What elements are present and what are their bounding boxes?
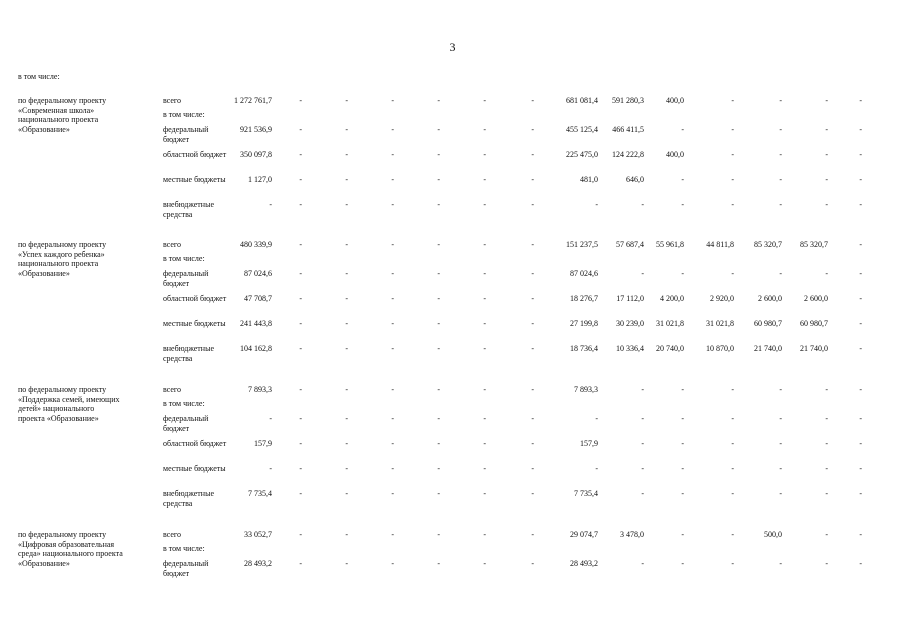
table-cell: - — [391, 125, 394, 134]
table-cell: 44 811,8 — [706, 240, 734, 249]
table-cell: - — [391, 240, 394, 249]
table-cell: - — [595, 414, 598, 423]
table-cell: - — [641, 385, 644, 394]
table-cell: 157,9 — [580, 439, 598, 448]
table-cell: - — [437, 150, 440, 159]
table-cell: - — [345, 530, 348, 539]
table-cell: - — [681, 530, 684, 539]
table-cell: 28 493,2 — [244, 559, 272, 568]
table-cell: 591 280,3 — [612, 96, 644, 105]
table-cell: - — [859, 559, 862, 568]
table-cell: - — [483, 96, 486, 105]
table-cell: 3 478,0 — [620, 530, 644, 539]
row-label: федеральный бюджет — [163, 414, 209, 433]
table-cell: - — [391, 489, 394, 498]
table-cell: 10 336,4 — [616, 344, 644, 353]
table-cell: - — [779, 559, 782, 568]
table-cell: - — [681, 414, 684, 423]
table-cell: - — [779, 385, 782, 394]
table-cell: - — [391, 414, 394, 423]
table-cell: - — [731, 559, 734, 568]
table-cell: - — [483, 240, 486, 249]
table-cell: - — [437, 439, 440, 448]
table-cell: - — [825, 414, 828, 423]
table-cell: - — [859, 125, 862, 134]
table-cell: - — [391, 200, 394, 209]
table-cell: - — [299, 294, 302, 303]
table-cell: 31 021,8 — [656, 319, 684, 328]
table-cell: 7 893,3 — [248, 385, 272, 394]
table-cell: - — [825, 125, 828, 134]
table-cell: - — [825, 530, 828, 539]
table-cell: - — [483, 439, 486, 448]
row-label: в том числе: — [163, 110, 205, 119]
table-cell: - — [299, 464, 302, 473]
table-cell: - — [641, 559, 644, 568]
table-cell: - — [531, 294, 534, 303]
table-cell: 921 536,9 — [240, 125, 272, 134]
table-cell: 151 237,5 — [566, 240, 598, 249]
table-cell: - — [779, 175, 782, 184]
table-cell: - — [269, 200, 272, 209]
table-cell: - — [299, 489, 302, 498]
table-cell: - — [531, 96, 534, 105]
table-cell: 17 112,0 — [616, 294, 644, 303]
table-cell: - — [483, 175, 486, 184]
table-row — [0, 489, 905, 511]
table-cell: 21 740,0 — [800, 344, 828, 353]
table-cell: - — [531, 530, 534, 539]
table-cell: - — [437, 269, 440, 278]
table-cell: - — [345, 240, 348, 249]
table-cell: - — [859, 240, 862, 249]
row-label: федеральный бюджет — [163, 125, 209, 144]
table-cell: 47 708,7 — [244, 294, 272, 303]
table-cell: - — [391, 96, 394, 105]
table-cell: - — [437, 294, 440, 303]
table-cell: - — [731, 96, 734, 105]
table-cell: - — [681, 200, 684, 209]
table-cell: - — [681, 269, 684, 278]
table-cell: - — [531, 319, 534, 328]
table-cell: - — [269, 414, 272, 423]
table-cell: - — [731, 439, 734, 448]
table-cell: - — [859, 294, 862, 303]
table-cell: - — [681, 175, 684, 184]
table-cell: 30 239,0 — [616, 319, 644, 328]
table-cell: - — [391, 294, 394, 303]
table-cell: - — [825, 269, 828, 278]
table-cell: 481,0 — [580, 175, 598, 184]
table-row — [0, 464, 905, 486]
table-cell: 60 980,7 — [800, 319, 828, 328]
table-cell: 157,9 — [254, 439, 272, 448]
table-cell: - — [731, 530, 734, 539]
table-cell: - — [731, 489, 734, 498]
table-cell: - — [437, 414, 440, 423]
table-cell: - — [391, 150, 394, 159]
page-number: 3 — [449, 40, 456, 54]
row-label: внебюджетные средства — [163, 489, 214, 508]
table-cell: 21 740,0 — [754, 344, 782, 353]
table-cell: - — [483, 414, 486, 423]
table-cell: - — [859, 439, 862, 448]
table-cell: 241 443,8 — [240, 319, 272, 328]
table-cell: 7 735,4 — [574, 489, 598, 498]
table-cell: - — [345, 439, 348, 448]
table-cell: 87 024,6 — [570, 269, 598, 278]
table-cell: - — [681, 439, 684, 448]
row-label: местные бюджеты — [163, 175, 226, 184]
table-cell: - — [299, 439, 302, 448]
table-cell: - — [483, 464, 486, 473]
table-cell: 55 961,8 — [656, 240, 684, 249]
project-name: по федеральному проекту «Успех каждого ребенка» национального проекта «Образование» — [18, 240, 107, 278]
table-cell: - — [299, 150, 302, 159]
project-name: по федеральному проекту «Цифровая образовательная среда» национального проекта «Образование» — [18, 530, 123, 568]
table-cell: - — [483, 559, 486, 568]
table-cell: - — [825, 439, 828, 448]
table-cell: - — [391, 559, 394, 568]
table-cell: - — [825, 96, 828, 105]
table-cell: - — [825, 150, 828, 159]
table-cell: - — [731, 150, 734, 159]
table-cell: - — [483, 150, 486, 159]
table-cell: 10 870,0 — [706, 344, 734, 353]
table-cell: - — [595, 200, 598, 209]
row-label: областной бюджет — [163, 439, 227, 448]
table-cell: 18 276,7 — [570, 294, 598, 303]
table-cell: 480 339,9 — [240, 240, 272, 249]
table-row — [0, 344, 905, 366]
row-label: областной бюджет — [163, 294, 227, 303]
table-cell: - — [779, 96, 782, 105]
table-cell: 18 736,4 — [570, 344, 598, 353]
table-cell: - — [859, 530, 862, 539]
row-label: местные бюджеты — [163, 464, 226, 473]
table-cell: - — [731, 385, 734, 394]
table-cell: - — [437, 125, 440, 134]
table-cell: - — [345, 125, 348, 134]
table-cell: 87 024,6 — [244, 269, 272, 278]
table-cell: 646,0 — [626, 175, 644, 184]
table-cell: - — [483, 319, 486, 328]
table-cell: - — [779, 489, 782, 498]
table-cell: - — [531, 269, 534, 278]
table-cell: - — [483, 200, 486, 209]
table-cell: - — [859, 319, 862, 328]
table-cell: - — [345, 344, 348, 353]
table-cell: 1 127,0 — [248, 175, 272, 184]
table-cell: - — [641, 464, 644, 473]
table-cell: - — [483, 294, 486, 303]
table-cell: 124 222,8 — [612, 150, 644, 159]
table-row — [0, 200, 905, 222]
table-cell: - — [437, 464, 440, 473]
row-label: в том числе: — [163, 254, 205, 263]
table-cell: 225 475,0 — [566, 150, 598, 159]
table-cell: - — [779, 150, 782, 159]
table-cell: - — [437, 530, 440, 539]
table-cell: - — [483, 385, 486, 394]
table-cell: - — [731, 269, 734, 278]
table-cell: - — [345, 489, 348, 498]
table-cell: 500,0 — [764, 530, 782, 539]
table-cell: 20 740,0 — [656, 344, 684, 353]
table-cell: 104 162,8 — [240, 344, 272, 353]
table-cell: - — [391, 464, 394, 473]
table-cell: - — [299, 385, 302, 394]
table-cell: - — [595, 464, 598, 473]
table-cell: - — [345, 559, 348, 568]
table-cell: - — [641, 439, 644, 448]
table-cell: - — [483, 125, 486, 134]
table-cell: - — [483, 269, 486, 278]
table-cell: - — [345, 175, 348, 184]
table-cell: - — [859, 385, 862, 394]
table-cell: - — [531, 344, 534, 353]
row-label: всего — [163, 96, 182, 105]
table-cell: - — [437, 489, 440, 498]
table-cell: - — [681, 489, 684, 498]
table-cell: - — [531, 439, 534, 448]
table-cell: - — [825, 175, 828, 184]
table-cell: - — [391, 175, 394, 184]
table-cell: - — [681, 464, 684, 473]
table-cell: 7 893,3 — [574, 385, 598, 394]
row-label: областной бюджет — [163, 150, 227, 159]
table-cell: - — [859, 464, 862, 473]
table-cell: 400,0 — [666, 150, 684, 159]
table-cell: - — [391, 385, 394, 394]
table-cell: 4 200,0 — [660, 294, 684, 303]
table-cell: - — [299, 269, 302, 278]
table-row — [0, 175, 905, 197]
table-cell: - — [299, 125, 302, 134]
table-cell: - — [391, 344, 394, 353]
table-cell: - — [345, 414, 348, 423]
table-cell: - — [825, 200, 828, 209]
table-cell: - — [391, 530, 394, 539]
table-cell: - — [437, 319, 440, 328]
table-cell: - — [859, 200, 862, 209]
table-cell: - — [859, 344, 862, 353]
table-row — [0, 559, 905, 581]
row-label: всего — [163, 385, 182, 394]
table-cell: - — [483, 489, 486, 498]
table-cell: 681 081,4 — [566, 96, 598, 105]
table-cell: - — [437, 240, 440, 249]
row-label: федеральный бюджет — [163, 559, 209, 578]
table-cell: 350 097,8 — [240, 150, 272, 159]
table-cell: - — [483, 530, 486, 539]
table-row — [0, 150, 905, 172]
table-cell: - — [391, 439, 394, 448]
table-cell: - — [779, 414, 782, 423]
table-cell: - — [345, 319, 348, 328]
table-cell: - — [437, 344, 440, 353]
table-cell: 2 600,0 — [758, 294, 782, 303]
row-label: местные бюджеты — [163, 319, 226, 328]
row-label: всего — [163, 240, 182, 249]
table-cell: - — [859, 269, 862, 278]
table-cell: - — [731, 464, 734, 473]
table-cell: - — [641, 200, 644, 209]
row-label: внебюджетные средства — [163, 344, 214, 363]
table-cell: - — [731, 414, 734, 423]
table-cell: - — [345, 269, 348, 278]
table-cell: - — [731, 200, 734, 209]
table-cell: - — [299, 175, 302, 184]
table-cell: - — [779, 464, 782, 473]
table-cell: - — [299, 559, 302, 568]
table-cell: - — [345, 200, 348, 209]
table-cell: - — [437, 559, 440, 568]
table-cell: - — [391, 269, 394, 278]
intro-text: в том числе: — [18, 72, 60, 81]
table-cell: - — [641, 414, 644, 423]
table-cell: - — [681, 559, 684, 568]
table-cell: - — [859, 414, 862, 423]
table-cell: - — [825, 559, 828, 568]
project-name: по федеральному проекту «Поддержка семей, имеющих детей» национального проекта «Образование» — [18, 385, 120, 423]
table-cell: - — [345, 150, 348, 159]
table-row — [0, 439, 905, 461]
table-cell: 33 052,7 — [244, 530, 272, 539]
row-label: в том числе: — [163, 399, 205, 408]
table-cell: - — [531, 150, 534, 159]
table-cell: - — [531, 559, 534, 568]
table-cell: 60 980,7 — [754, 319, 782, 328]
table-cell: - — [859, 150, 862, 159]
table-cell: 85 320,7 — [754, 240, 782, 249]
table-cell: - — [531, 385, 534, 394]
table-cell: 57 687,4 — [616, 240, 644, 249]
table-cell: 28 493,2 — [570, 559, 598, 568]
table-cell: - — [531, 489, 534, 498]
table-cell: - — [779, 200, 782, 209]
table-cell: - — [681, 125, 684, 134]
table-cell: 85 320,7 — [800, 240, 828, 249]
table-cell: - — [531, 125, 534, 134]
table-cell: - — [731, 175, 734, 184]
table-row — [0, 269, 905, 291]
table-cell: - — [531, 200, 534, 209]
table-cell: - — [437, 96, 440, 105]
table-cell: - — [731, 125, 734, 134]
table-cell: 455 125,4 — [566, 125, 598, 134]
table-cell: - — [531, 175, 534, 184]
table-cell: - — [345, 385, 348, 394]
table-cell: - — [531, 414, 534, 423]
table-cell: 400,0 — [666, 96, 684, 105]
table-cell: 27 199,8 — [570, 319, 598, 328]
table-cell: - — [779, 269, 782, 278]
table-cell: - — [531, 240, 534, 249]
table-cell: 2 600,0 — [804, 294, 828, 303]
table-cell: 29 074,7 — [570, 530, 598, 539]
table-cell: - — [531, 464, 534, 473]
project-name: по федеральному проекту «Современная школа» национального проекта «Образование» — [18, 96, 107, 134]
table-row — [0, 125, 905, 147]
table-cell: - — [859, 96, 862, 105]
table-cell: - — [641, 489, 644, 498]
row-label: всего — [163, 530, 182, 539]
table-row — [0, 414, 905, 436]
table-row — [0, 294, 905, 316]
table-cell: - — [859, 489, 862, 498]
table-cell: - — [825, 385, 828, 394]
table-cell: - — [779, 125, 782, 134]
table-cell: - — [483, 344, 486, 353]
table-cell: - — [299, 319, 302, 328]
row-label: внебюджетные средства — [163, 200, 214, 219]
table-cell: - — [299, 344, 302, 353]
table-cell: - — [437, 175, 440, 184]
table-cell: - — [269, 464, 272, 473]
table-cell: - — [299, 240, 302, 249]
table-cell: - — [825, 464, 828, 473]
table-cell: - — [345, 464, 348, 473]
row-label: в том числе: — [163, 544, 205, 553]
table-cell: - — [681, 385, 684, 394]
table-cell: - — [437, 200, 440, 209]
table-cell: - — [437, 385, 440, 394]
table-cell: 466 411,5 — [612, 125, 644, 134]
table-cell: - — [299, 530, 302, 539]
table-cell: - — [391, 319, 394, 328]
table-cell: - — [345, 96, 348, 105]
table-cell: 2 920,0 — [710, 294, 734, 303]
table-cell: 1 272 761,7 — [234, 96, 272, 105]
table-cell: - — [825, 489, 828, 498]
table-row — [0, 319, 905, 341]
table-cell: - — [299, 96, 302, 105]
row-label: федеральный бюджет — [163, 269, 209, 288]
table-cell: 31 021,8 — [706, 319, 734, 328]
table-cell: - — [299, 414, 302, 423]
table-cell: - — [345, 294, 348, 303]
table-cell: - — [641, 269, 644, 278]
table-cell: - — [859, 175, 862, 184]
table-cell: 7 735,4 — [248, 489, 272, 498]
table-cell: - — [299, 200, 302, 209]
table-cell: - — [779, 439, 782, 448]
